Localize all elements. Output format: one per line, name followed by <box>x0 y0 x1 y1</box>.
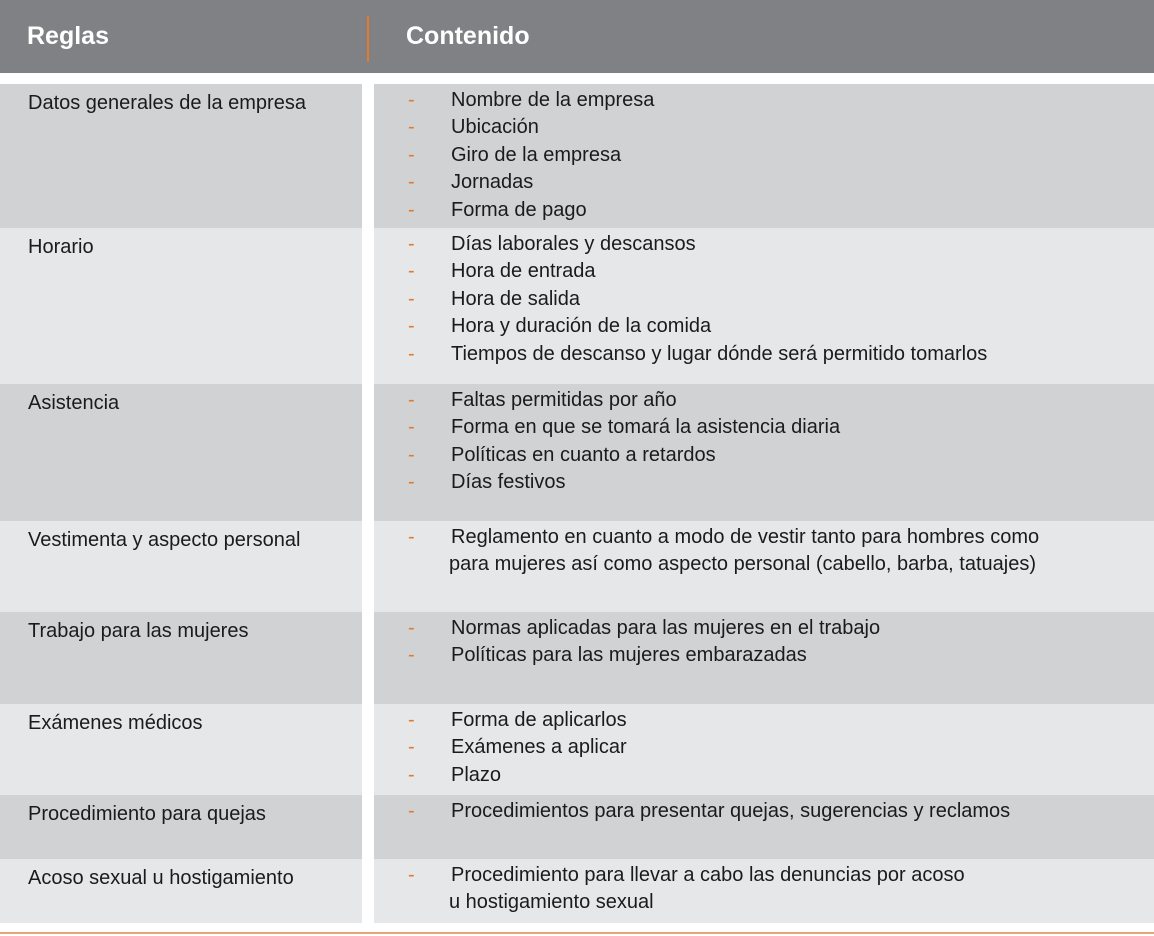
item-text: Días laborales y descansos <box>451 233 696 255</box>
item-text: Faltas permitidas por año <box>451 389 677 411</box>
item-text: Hora y duración de la comida <box>451 315 712 338</box>
list-item <box>374 387 1154 414</box>
list-item <box>374 258 1154 285</box>
bullet-dash: - <box>408 233 415 255</box>
bullet-dash: - <box>408 89 415 111</box>
content-list <box>374 231 1154 368</box>
bullet-dash: - <box>408 171 415 194</box>
table-row <box>0 795 1154 859</box>
item-text: u hostigamiento sexual <box>449 891 654 914</box>
item-text: Políticas para las mujeres embarazadas <box>451 644 807 667</box>
list-item <box>374 197 1154 224</box>
rule-label: Vestimenta y aspecto personal <box>28 529 301 551</box>
content-cell <box>374 384 1154 521</box>
list-item <box>374 889 1154 916</box>
list-item <box>374 642 1154 669</box>
bullet-dash: - <box>408 526 415 548</box>
bullet-dash: - <box>408 443 415 466</box>
list-item <box>374 524 1154 551</box>
table-row <box>0 704 1154 795</box>
item-text: Forma de aplicarlos <box>451 709 627 731</box>
rule-cell <box>0 612 362 704</box>
bullet-dash: - <box>408 617 415 639</box>
item-text: Tiempos de descanso y lugar dónde será permitido tomarlos <box>451 342 988 365</box>
list-item <box>374 114 1154 141</box>
content-cell <box>374 521 1154 612</box>
content-column-header: Contenido <box>406 22 530 50</box>
list-item <box>374 551 1154 578</box>
rule-label: Trabajo para las mujeres <box>28 620 249 642</box>
rule-cell <box>0 704 362 795</box>
item-text: Ubicación <box>451 116 539 139</box>
list-item <box>374 341 1154 368</box>
item-text: Políticas en cuanto a retardos <box>451 443 716 466</box>
bullet-dash: - <box>408 736 415 759</box>
item-text: Exámenes a aplicar <box>451 736 627 759</box>
bullet-dash: - <box>408 389 415 411</box>
bullet-dash: - <box>408 471 415 494</box>
bullet-dash: - <box>408 143 415 166</box>
item-text: Días festivos <box>451 471 566 494</box>
content-list <box>374 387 1154 497</box>
list-item <box>374 469 1154 496</box>
list-item <box>374 862 1154 889</box>
rule-cell <box>0 84 362 228</box>
content-cell <box>374 84 1154 228</box>
bullet-dash: - <box>408 709 415 731</box>
bullet-dash: - <box>408 864 415 886</box>
content-cell <box>374 795 1154 859</box>
bottom-divider <box>0 932 1154 934</box>
list-item <box>374 707 1154 734</box>
list-item <box>374 169 1154 196</box>
item-text: Forma de pago <box>451 198 587 221</box>
content-list <box>374 615 1154 670</box>
list-item <box>374 762 1154 789</box>
table-row <box>0 384 1154 521</box>
bullet-dash: - <box>408 315 415 338</box>
content-cell <box>374 704 1154 795</box>
table-body <box>0 84 1154 923</box>
bullet-dash: - <box>408 342 415 365</box>
content-cell <box>374 859 1154 923</box>
table-header <box>0 0 1154 73</box>
rule-label: Datos generales de la empresa <box>28 92 306 114</box>
rule-label: Acoso sexual u hostigamiento <box>28 867 294 889</box>
table-row <box>0 859 1154 923</box>
bullet-dash: - <box>408 800 415 822</box>
list-item <box>374 286 1154 313</box>
list-item <box>374 414 1154 441</box>
rule-cell <box>0 384 362 521</box>
item-text: Reglamento en cuanto a modo de vestir tanto para hombres como <box>451 526 1040 548</box>
content-list <box>374 862 1154 917</box>
bullet-dash: - <box>408 416 415 439</box>
rule-cell <box>0 228 362 384</box>
item-text: Nombre de la empresa <box>451 89 655 111</box>
item-text: Giro de la empresa <box>451 143 622 166</box>
rules-column-header: Reglas <box>27 22 109 50</box>
bullet-dash: - <box>408 116 415 139</box>
rule-cell <box>0 795 362 859</box>
table-row <box>0 228 1154 384</box>
bullet-dash: - <box>408 198 415 221</box>
rule-label: Procedimiento para quejas <box>28 803 266 825</box>
bullet-dash: - <box>408 260 415 283</box>
rule-cell <box>0 521 362 612</box>
list-item <box>374 231 1154 258</box>
content-list <box>374 524 1154 579</box>
list-item <box>374 142 1154 169</box>
item-text: Hora de entrada <box>451 260 596 283</box>
list-item <box>374 87 1154 114</box>
list-item <box>374 313 1154 340</box>
item-text: Procedimiento para llevar a cabo las denuncias por acoso <box>451 864 965 886</box>
list-item <box>374 734 1154 761</box>
item-text: Jornadas <box>451 171 534 194</box>
item-text: Procedimientos para presentar quejas, sugerencias y reclamos <box>451 800 1011 822</box>
rule-label: Exámenes médicos <box>28 712 203 734</box>
list-item <box>374 798 1154 825</box>
item-text: Hora de salida <box>451 287 580 310</box>
rule-label: Asistencia <box>28 392 120 414</box>
list-item <box>374 615 1154 642</box>
content-list <box>374 707 1154 789</box>
item-text: para mujeres así como aspecto personal (cabello, barba, tatuajes) <box>449 553 1036 576</box>
bullet-dash: - <box>408 763 415 786</box>
table-row <box>0 612 1154 704</box>
item-text: Normas aplicadas para las mujeres en el trabajo <box>451 617 881 639</box>
content-cell <box>374 228 1154 384</box>
table-row <box>0 84 1154 228</box>
item-text: Forma en que se tomará la asistencia diaria <box>451 416 841 439</box>
item-text: Plazo <box>451 763 502 786</box>
rule-label: Horario <box>28 236 94 258</box>
bullet-dash: - <box>408 644 415 667</box>
bullet-dash: - <box>408 287 415 310</box>
header-divider <box>367 16 369 62</box>
table-row <box>0 521 1154 612</box>
content-cell <box>374 612 1154 704</box>
content-list <box>374 798 1154 825</box>
list-item <box>374 442 1154 469</box>
content-list <box>374 87 1154 224</box>
rule-cell <box>0 859 362 923</box>
